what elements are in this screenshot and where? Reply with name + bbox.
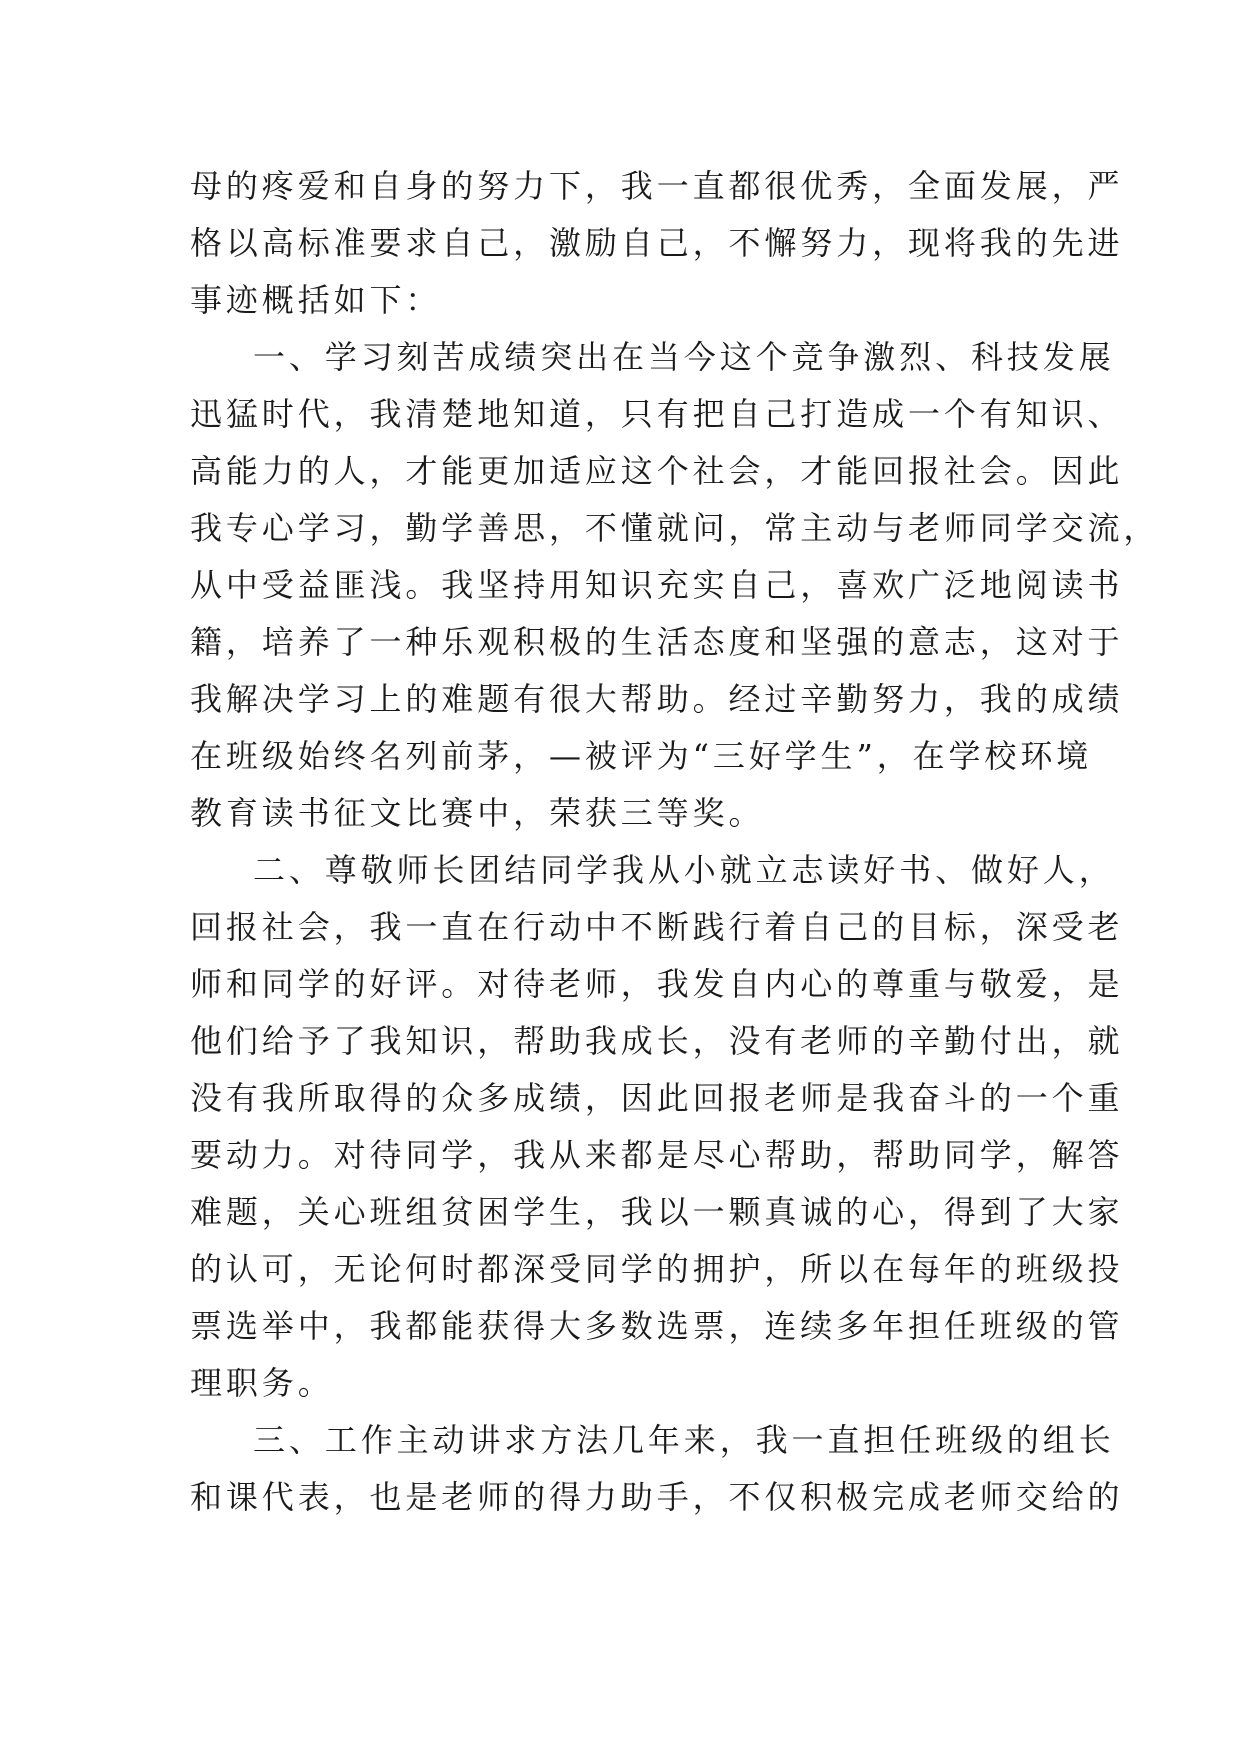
text-line: 没有我所取得的众多成绩，因此回报老师是我奋斗的一个重: [190, 1079, 1124, 1117]
text-line: 母的疼爱和自身的努力下，我一直都很优秀，全面发展，严: [190, 167, 1124, 205]
text-line: 要动力。对待同学，我从来都是尽心帮助，帮助同学，解答: [190, 1136, 1124, 1174]
text-line: 高能力的人，才能更加适应这个社会，才能回报社会。因此: [190, 452, 1124, 490]
text-line: 票选举中，我都能获得大多数选票，连续多年担任班级的管: [190, 1307, 1124, 1345]
text-line: 我解决学习上的难题有很大帮助。经过辛勤努力，我的成绩: [190, 680, 1124, 718]
text-line: 回报社会，我一直在行动中不断践行着自己的目标，深受老: [190, 908, 1124, 946]
document-body: [190, 158, 1160, 1526]
text-line: 教育读书征文比赛中，荣获三等奖。: [190, 794, 765, 832]
text-line: 和课代表，也是老师的得力助手，不仅积极完成老师交给的: [190, 1478, 1124, 1516]
text-line: 从中受益匪浅。我坚持用知识充实自己，喜欢广泛地阅读书: [190, 566, 1124, 604]
text-line: 理职务。: [190, 1364, 334, 1402]
text-line: 他们给予了我知识，帮助我成长，没有老师的辛勤付出，就: [190, 1022, 1124, 1060]
text-line: 的认可，无论何时都深受同学的拥护，所以在每年的班级投: [190, 1250, 1124, 1288]
section-heading-line: 二、尊敬师长团结同学我从小就立志读好书、做好人，: [253, 851, 1115, 889]
section-heading-line: 一、学习刻苦成绩突出在当今这个竞争激烈、科技发展: [253, 338, 1115, 376]
text-line: 籍，培养了一种乐观积极的生活态度和坚强的意志，这对于: [190, 623, 1124, 661]
section-heading-line: 三、工作主动讲求方法几年来，我一直担任班级的组长: [253, 1421, 1115, 1459]
text-line: 格以高标准要求自己，激励自己，不懈努力，现将我的先进: [190, 224, 1124, 262]
text-line: 迅猛时代，我清楚地知道，只有把自己打造成一个有知识、: [190, 395, 1124, 433]
text-line: 难题，关心班组贫困学生，我以一颗真诚的心，得到了大家: [190, 1193, 1124, 1231]
text-line: 在班级始终名列前茅，—被评为“三好学生”，在学校环境: [190, 737, 1093, 775]
text-line: 我专心学习，勤学善思，不懂就问，常主动与老师同学交流，: [190, 509, 1160, 547]
text-line: 事迹概括如下：: [190, 281, 442, 319]
text-line: 师和同学的好评。对待老师，我发自内心的尊重与敬爱，是: [190, 965, 1124, 1003]
